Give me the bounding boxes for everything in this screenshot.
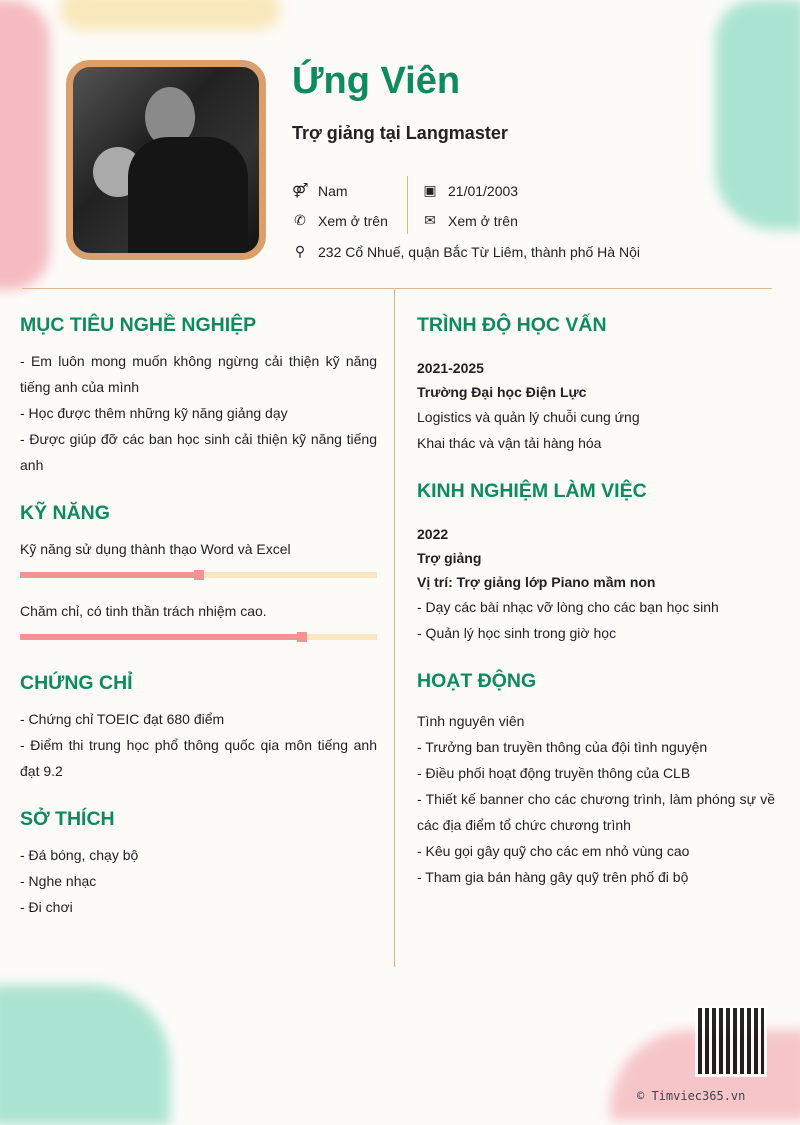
avatar xyxy=(66,60,266,260)
role: Trợ giảng xyxy=(417,550,482,566)
gender-icon: ⚤ xyxy=(292,182,309,198)
text-line: - Quản lý học sinh trong giờ học xyxy=(417,625,617,641)
text-line: - Điểm thi trung học phổ thông quốc qia môn tiếng anh đạt 9.2 xyxy=(20,737,377,779)
dob: 21/01/2003 xyxy=(448,182,519,199)
text-line: Tình nguyên viên xyxy=(417,713,525,729)
section-title: SỞ THÍCH xyxy=(20,808,115,830)
section-experience xyxy=(417,478,775,646)
skill-bar xyxy=(20,572,377,578)
text-line: Khai thác và vận tải hàng hóa xyxy=(417,435,602,451)
qr-code xyxy=(695,1005,767,1077)
divider xyxy=(407,176,408,234)
text-line: - Thiết kế banner cho các chương trình, làm phóng sự về các địa điểm tổ chức chương trình xyxy=(417,791,775,833)
text-line: - Em luôn mong muốn không ngừng cải thiện kỹ năng tiếng anh của mình xyxy=(20,353,377,395)
candidate-name: Ứng Viên xyxy=(292,60,461,102)
text-line: - Kêu gọi gây quỹ cho các em nhỏ vùng cao xyxy=(417,843,690,859)
section-hobbies xyxy=(20,806,377,920)
phone: Xem ở trên xyxy=(318,212,388,229)
text-line: - Được giúp đỡ các ban học sinh cải thiện kỹ năng tiếng anh xyxy=(20,431,377,473)
text-line: - Tham gia bán hàng gây quỹ trên phố đi bộ xyxy=(417,869,689,885)
section-title: MỤC TIÊU NGHỀ NGHIỆP xyxy=(20,314,257,336)
section-objective xyxy=(20,312,377,478)
section-certificates xyxy=(20,670,377,784)
text-line: - Dạy các bài nhạc vỡ lòng cho các bạn học sinh xyxy=(417,599,719,615)
mail-icon: ✉ xyxy=(424,212,436,228)
decor-pink-topleft xyxy=(0,0,50,290)
section-title: KỸ NĂNG xyxy=(20,502,110,524)
section-title: HOẠT ĐỘNG xyxy=(417,670,537,692)
section-title: KINH NGHIỆM LÀM VIỆC xyxy=(417,480,647,502)
address: 232 Cổ Nhuế, quận Bắc Từ Liêm, thành phố Hà Nội xyxy=(318,243,640,260)
header-divider xyxy=(22,288,772,289)
decor-mint-topright xyxy=(715,0,800,230)
skill-label: Chăm chỉ, có tinh thần trách nhiệm cao. xyxy=(20,603,267,619)
gender: Nam xyxy=(318,182,348,199)
location-icon: ⚲ xyxy=(294,243,306,259)
section-title: TRÌNH ĐỘ HỌC VẤN xyxy=(417,314,607,336)
calendar-icon: ▣ xyxy=(423,182,437,198)
phone-icon: ✆ xyxy=(294,212,306,228)
email: Xem ở trên xyxy=(448,212,518,229)
period: 2021-2025 xyxy=(417,360,484,376)
right-column xyxy=(417,312,775,912)
year: 2022 xyxy=(417,526,449,542)
text-line: - Chứng chỉ TOEIC đạt 680 điểm xyxy=(20,711,225,727)
text-line: - Trưởng ban truyền thông của đội tình nguyện xyxy=(417,739,708,755)
column-divider xyxy=(394,289,395,967)
section-activities xyxy=(417,668,775,890)
section-skills xyxy=(20,500,377,640)
text-line: - Học được thêm những kỹ năng giảng dạy xyxy=(20,405,288,421)
decor-mint-bottomleft xyxy=(0,985,170,1125)
text-line: - Đá bóng, chạy bộ xyxy=(20,847,139,863)
section-education xyxy=(417,312,775,456)
left-column xyxy=(20,312,377,942)
text-line: Logistics và quản lý chuỗi cung ứng xyxy=(417,409,640,425)
text-line: - Đi chơi xyxy=(20,899,73,915)
section-title: CHỨNG CHỈ xyxy=(20,672,133,694)
position: Vị trí: Trợ giảng lớp Piano mầm non xyxy=(417,574,656,590)
skill-bar xyxy=(20,634,377,640)
copyright: © Timviec365.vn xyxy=(637,1089,746,1103)
job-title: Trợ giảng tại Langmaster xyxy=(292,123,508,143)
text-line: - Nghe nhạc xyxy=(20,873,97,889)
school: Trường Đại học Điện Lực xyxy=(417,384,587,400)
text-line: - Điều phối hoạt động truyền thông của CLB xyxy=(417,765,691,781)
skill-label: Kỹ năng sử dụng thành thạo Word và Excel xyxy=(20,541,291,557)
decor-yellow-top xyxy=(60,0,280,30)
